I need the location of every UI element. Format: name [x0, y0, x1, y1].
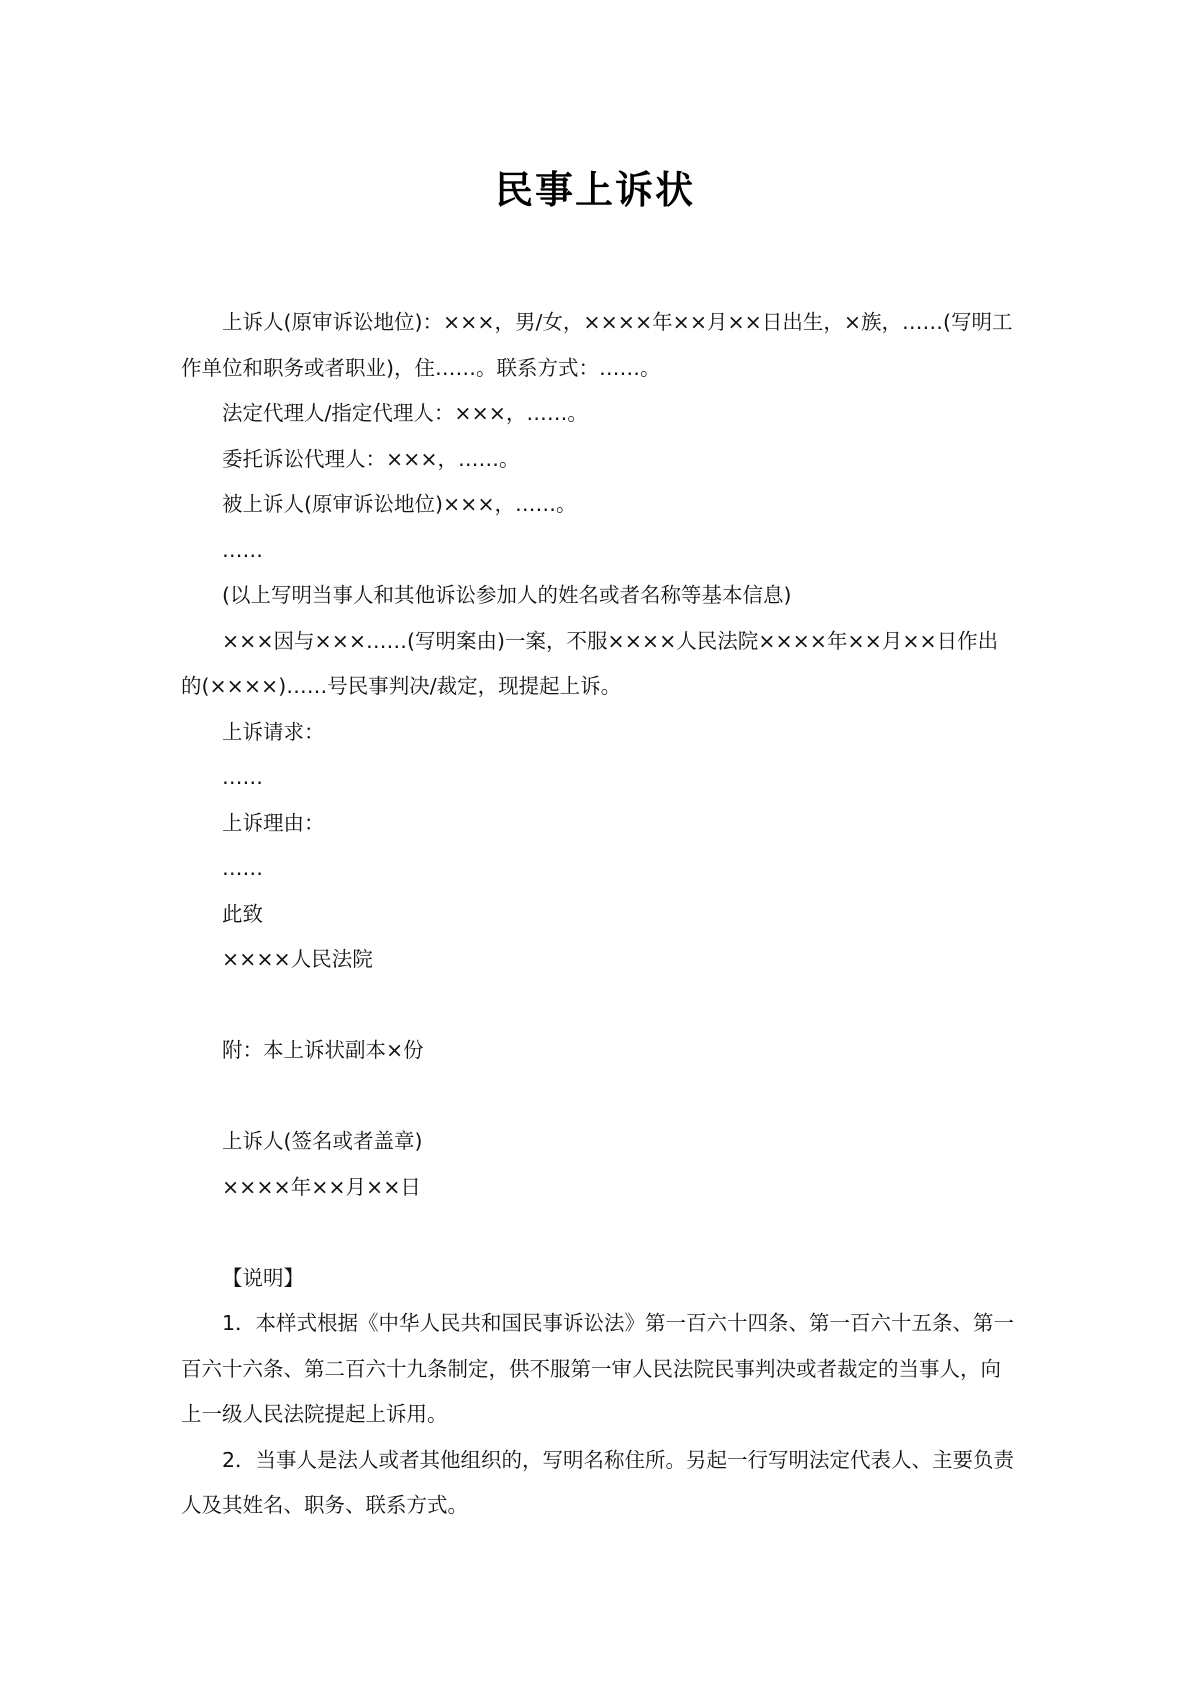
- entrusted-agent: 委托诉讼代理人：×××，……。: [222, 446, 520, 471]
- salutation: 此致: [222, 901, 263, 926]
- document-body: [181, 300, 1017, 1529]
- document-title: 民事上诉状: [494, 168, 695, 212]
- attachment-note: 附：本上诉状副本×份: [222, 1038, 424, 1062]
- appeal-reasons-content: ……: [222, 856, 263, 880]
- case-statement: ×××因与×××……(写明案由)一案，不服××××人民法院××××年××月××日作出的(××××)……号民事判决/裁定，现提起上诉。: [181, 628, 999, 698]
- ellipsis-line: ……: [222, 537, 263, 562]
- court-name: ××××人民法院: [222, 947, 373, 971]
- appeal-requests-content: ……: [222, 765, 263, 789]
- appeal-requests-heading: 上诉请求：: [222, 719, 325, 744]
- blank-line: [181, 1074, 1017, 1120]
- blank-line: [181, 983, 1017, 1029]
- signature-line: 上诉人(签名或者盖章): [222, 1129, 423, 1153]
- legal-representative: 法定代理人/指定代理人：×××，……。: [222, 401, 588, 425]
- appellant-info: 上诉人(原审诉讼地位)：×××，男/女，××××年××月××日出生，×族，……(写明工作单位和职务或者职业)，住……。联系方式：……。: [181, 310, 1013, 380]
- explanation-heading: 【说明】: [222, 1265, 304, 1290]
- parties-note: (以上写明当事人和其他诉讼参加人的姓名或者名称等基本信息): [222, 583, 792, 607]
- blank-line: [181, 1210, 1017, 1256]
- explanation-item-2: 2．当事人是法人或者其他组织的，写明名称住所。另起一行写明法定代表人、主要负责人及其姓名、职务、联系方式。: [181, 1447, 1015, 1517]
- explanation-item-1: 1．本样式根据《中华人民共和国民事诉讼法》第一百六十四条、第一百六十五条、第一百六十六条、第二百六十九条制定，供不服第一审人民法院民事判决或者裁定的当事人，向上一级人民法院提起上诉用。: [181, 1311, 1015, 1426]
- date-line: ××××年××月××日: [222, 1174, 421, 1199]
- appellee-info: 被上诉人(原审诉讼地位)×××，……。: [222, 492, 577, 516]
- appeal-reasons-heading: 上诉理由：: [222, 810, 325, 835]
